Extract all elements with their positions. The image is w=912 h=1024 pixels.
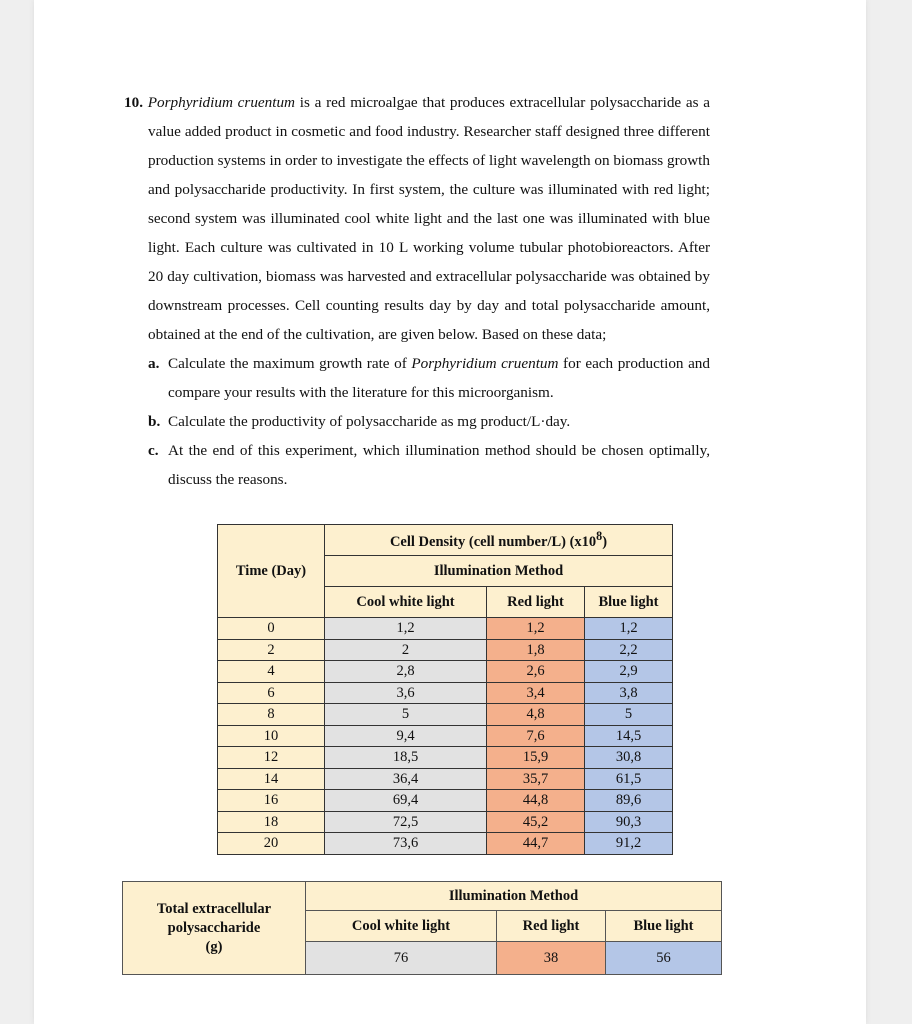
part-a-species: Porphyridium cruentum [411, 355, 559, 372]
value-blue: 56 [606, 942, 722, 975]
value-red: 38 [497, 942, 606, 975]
part-a-post: for each production and compare your results with the literature for this microorganism. [168, 355, 710, 401]
title-sup: 8 [596, 529, 603, 544]
t2-col-red: Red light [497, 911, 606, 942]
cell-density-rows [218, 618, 673, 855]
part-b-label: b. [148, 413, 161, 430]
title-text: Cell Density (cell number/L) (x10 [389, 533, 597, 550]
table-row [218, 704, 673, 726]
value-cool-white: 76 [306, 942, 497, 975]
table-row [218, 790, 673, 812]
part-a-label: a. [148, 355, 160, 372]
cool-white-cell: 69,4 [325, 790, 487, 812]
red-cell: 1,8 [487, 639, 585, 661]
cool-white-cell: 18,5 [325, 747, 487, 769]
blue-cell: 14,5 [585, 725, 673, 747]
polysaccharide-row-header [123, 882, 306, 975]
title-end: ) [602, 533, 608, 550]
table-row [218, 811, 673, 833]
time-cell: 0 [218, 618, 325, 640]
species-name: Porphyridium cruentum [147, 94, 296, 111]
table-row [218, 618, 673, 640]
blue-cell: 89,6 [585, 790, 673, 812]
part-a-text [168, 349, 710, 407]
col-red: Red light [487, 587, 585, 618]
t2-col-blue: Blue light [606, 911, 722, 942]
red-cell: 4,8 [487, 704, 585, 726]
table-row [218, 725, 673, 747]
blue-cell: 61,5 [585, 768, 673, 790]
time-cell: 4 [218, 661, 325, 683]
part-b [124, 407, 710, 436]
red-cell: 7,6 [487, 725, 585, 747]
red-cell: 1,2 [487, 618, 585, 640]
time-cell: 14 [218, 768, 325, 790]
blue-cell: 91,2 [585, 833, 673, 855]
red-cell: 15,9 [487, 747, 585, 769]
question-number: 10. [124, 94, 143, 111]
part-c-text: At the end of this experiment, which illumination method should be chosen optimally, discuss the reasons. [168, 442, 710, 488]
question-10 [124, 88, 710, 494]
blue-cell: 2,9 [585, 661, 673, 683]
col-cool-white: Cool white light [325, 587, 487, 618]
cool-white-cell: 72,5 [325, 811, 487, 833]
t1-method-header: Illumination Method [325, 556, 673, 587]
red-cell: 44,8 [487, 790, 585, 812]
cell-density-table [217, 524, 673, 855]
red-cell: 3,4 [487, 682, 585, 704]
table-row [218, 639, 673, 661]
cool-white-cell: 1,2 [325, 618, 487, 640]
time-cell: 8 [218, 704, 325, 726]
cool-white-cell: 73,6 [325, 833, 487, 855]
blue-cell: 90,3 [585, 811, 673, 833]
time-cell: 16 [218, 790, 325, 812]
cool-white-cell: 2,8 [325, 661, 487, 683]
red-cell: 45,2 [487, 811, 585, 833]
time-cell: 20 [218, 833, 325, 855]
intro-text: is a red microalgae that produces extracellular polysaccharide as a value added product in cosmetic and food industry. Researcher staff designed three different production systems in order to investigate the effects of light wavelength on biomass growth and polysaccharide productivity. In first system, the culture was illuminated with red light; second system was illuminated cool white light and the last one was illuminated with blue light. Each culture was cultivated in 10 L working volume tubular photobioreactors. After 20 day cultivation, biomass was harvested and extracellular polysaccharide was obtained by downstream processes. Cell counting results day by day and total polysaccharide amount, obtained at the end of the cultivation, are given below. Based on these data; [148, 94, 711, 343]
question-intro [124, 88, 710, 349]
part-b-text: Calculate the productivity of polysaccharide as mg product/L·day. [168, 413, 571, 430]
cool-white-cell: 9,4 [325, 725, 487, 747]
t2-col-cool-white: Cool white light [306, 911, 497, 942]
blue-cell: 5 [585, 704, 673, 726]
time-cell: 10 [218, 725, 325, 747]
part-a-pre: Calculate the maximum growth rate of [168, 355, 412, 372]
row-header-line2: polysaccharide [167, 919, 261, 936]
time-cell: 6 [218, 682, 325, 704]
col-blue: Blue light [585, 587, 673, 618]
table-row [218, 682, 673, 704]
blue-cell: 30,8 [585, 747, 673, 769]
cool-white-cell: 3,6 [325, 682, 487, 704]
t2-method-header: Illumination Method [306, 882, 722, 911]
table-row [218, 661, 673, 683]
time-cell: 18 [218, 811, 325, 833]
cool-white-cell: 2 [325, 639, 487, 661]
red-cell: 2,6 [487, 661, 585, 683]
table-row [218, 833, 673, 855]
cool-white-cell: 5 [325, 704, 487, 726]
part-c [124, 436, 710, 494]
blue-cell: 3,8 [585, 682, 673, 704]
blue-cell: 2,2 [585, 639, 673, 661]
polysaccharide-table [122, 881, 722, 975]
table-row [218, 768, 673, 790]
table-row [218, 747, 673, 769]
cool-white-cell: 36,4 [325, 768, 487, 790]
row-header-line1: Total extracellular [156, 900, 272, 917]
red-cell: 44,7 [487, 833, 585, 855]
part-c-label: c. [148, 442, 159, 459]
blue-cell: 1,2 [585, 618, 673, 640]
cell-density-title [325, 525, 673, 556]
time-cell: 12 [218, 747, 325, 769]
time-header: Time (Day) [218, 525, 325, 618]
row-header-line3: (g) [205, 938, 223, 955]
red-cell: 35,7 [487, 768, 585, 790]
time-cell: 2 [218, 639, 325, 661]
part-a [124, 349, 710, 407]
